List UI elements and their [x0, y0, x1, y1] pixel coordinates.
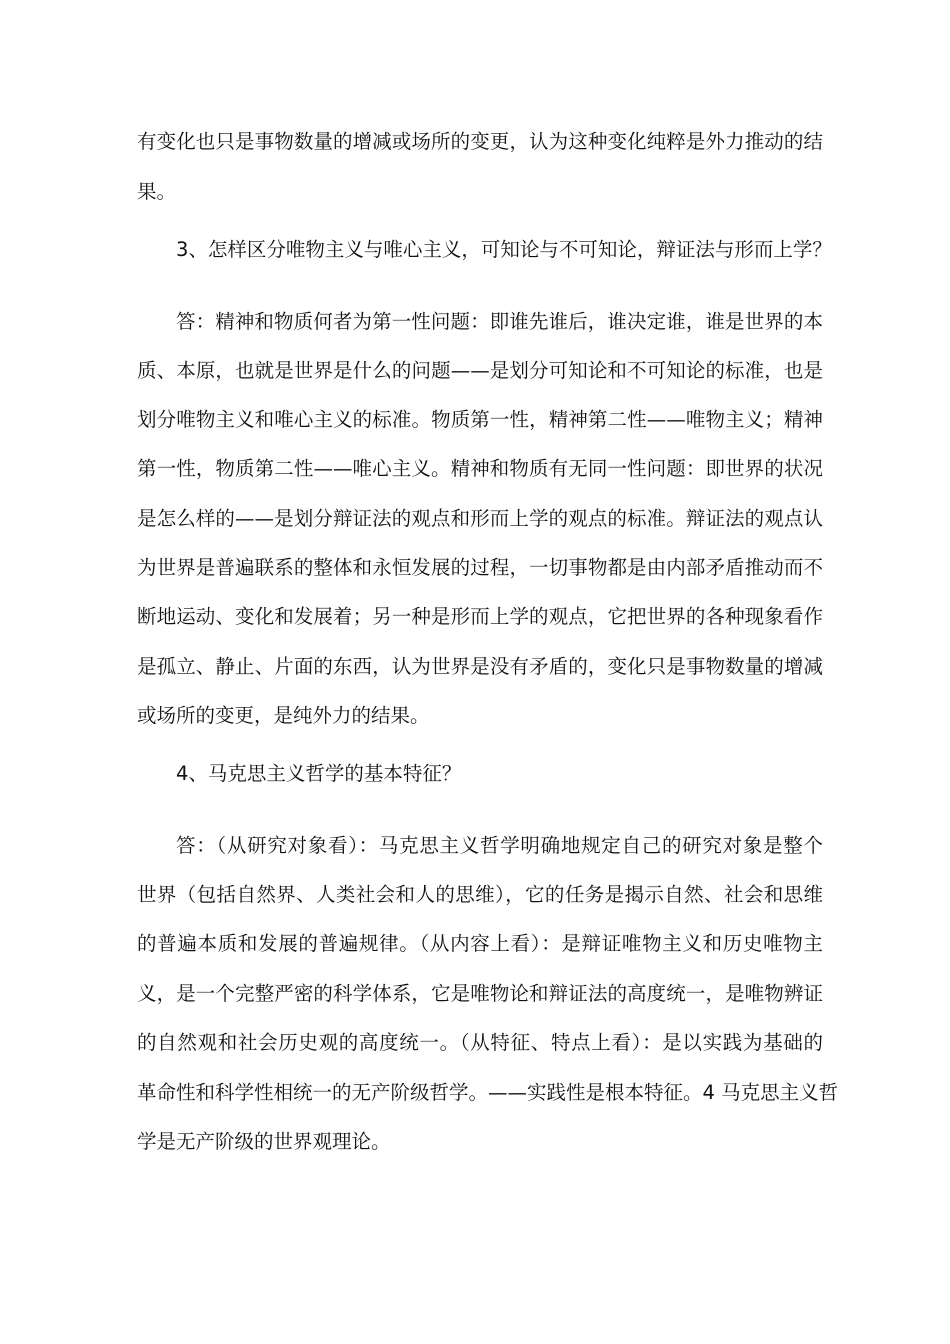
answer-line: 的自然观和社会历史观的高度统一。（从特征、特点上看）：是以实践为基础的	[137, 1031, 823, 1054]
answer-line: 断地运动、变化和发展着；另一种是形而上学的观点，它把世界的各种现象看作	[137, 605, 823, 628]
answer-line: 划分唯物主义和唯心主义的标准。物质第一性，精神第二性——唯物主义；精神	[137, 408, 823, 431]
answer-line: 或场所的变更，是纯外力的结果。	[137, 704, 430, 727]
answer-line: 是怎么样的——是划分辩证法的观点和形而上学的观点的标准。辩证法的观点认	[137, 507, 823, 530]
answer-line: 答：精神和物质何者为第一性问题：即谁先谁后，谁决定谁，谁是世界的本	[176, 310, 823, 333]
question-heading: 3、怎样区分唯物主义与唯心主义，可知论与不可知论，辩证法与形而上学？	[176, 238, 832, 261]
answer-line: 义，是一个完整严密的科学体系，它是唯物论和辩证法的高度统一，是唯物辨证	[137, 982, 823, 1005]
answer-line: 第一性，物质第二性——唯心主义。精神和物质有无同一性问题：即世界的状况	[137, 457, 823, 480]
answer-line: 革命性和科学性相统一的无产阶级哲学。——实践性是根本特征。4 马克思主义哲	[137, 1081, 839, 1104]
answer-line: 学是无产阶级的世界观理论。	[137, 1130, 391, 1153]
answer-line: 答：（从研究对象看）：马克思主义哲学明确地规定自己的研究对象是整个	[176, 834, 823, 857]
answer-line: 是孤立、静止、片面的东西，认为世界是没有矛盾的，变化只是事物数量的增减	[137, 655, 823, 678]
question-heading: 4、马克思主义哲学的基本特征？	[176, 762, 462, 785]
text-line: 果。	[137, 180, 177, 203]
answer-line: 质、本原，也就是世界是什么的问题——是划分可知论和不可知论的标准，也是	[137, 359, 823, 382]
answer-line: 为世界是普遍联系的整体和永恒发展的过程，一切事物都是由内部矛盾推动而不	[137, 556, 823, 579]
text-line: 有变化也只是事物数量的增减或场所的变更，认为这种变化纯粹是外力推动的结	[137, 130, 823, 153]
answer-line: 的普遍本质和发展的普遍规律。（从内容上看）：是辩证唯物主义和历史唯物主	[137, 932, 823, 955]
answer-line: 世界（包括自然界、人类社会和人的思维），它的任务是揭示自然、社会和思维	[137, 883, 823, 906]
